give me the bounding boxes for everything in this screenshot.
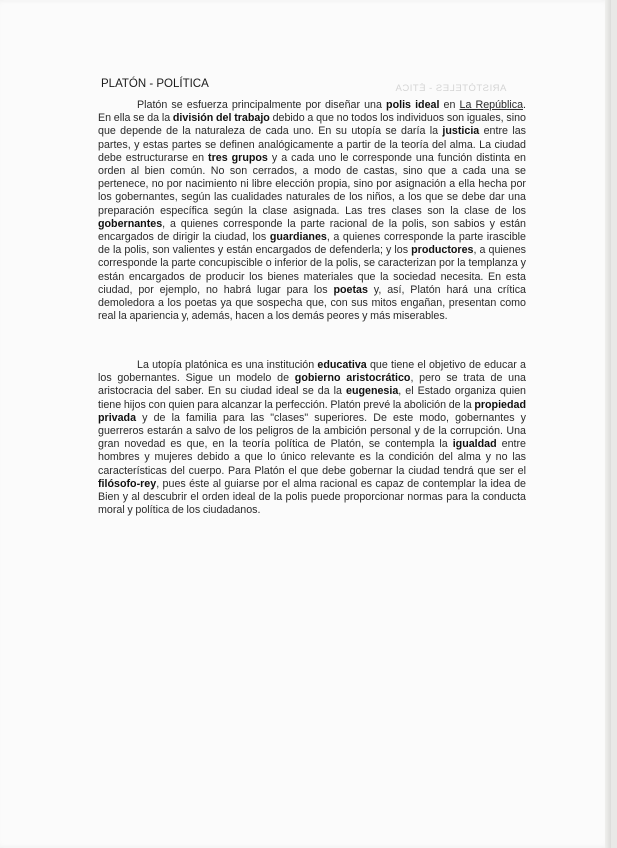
term-tres-grupos: tres grupos: [208, 151, 268, 164]
document-title: PLATÓN - POLÍTICA: [101, 78, 209, 90]
term-guardianes: guardianes: [269, 231, 327, 244]
term-productores: productores: [411, 244, 474, 257]
term-justicia: justicia: [442, 125, 480, 138]
paragraph-2: La utopía platónica es una institución educativa que tiene el objetivo de educar a los gobernantes. Sigue un modelo de gobierno aristocrático, pero se trata de una aristocracia del saber. En su ciudad ideal se da la eugenesia, el Estado organiza quien tiene hijos con quien para alcanzar la perfección. Platón prevé la abolición de la propiedad privada y de la familia para las "clases" superiores. De este modo, gobernantes y guerreros estarán a salvo de los peligros de la ambición personal y de la corrupción. Una gran novedad es que, en la teoría política de Platón, se contempla la igualdad entre hombres y mujeres debido a que lo único relevante es la condición del alma y no las características del cuerpo. Para Platón el que debe gobernar la ciudad tendrá que ser el filósofo-rey, pues éste al guiarse por el alma racional es capaz de contemplar la idea de Bien y al descubrir el orden ideal de la polis puede proporcionar normas para la conducta moral y política de los ciudadanos.: [98, 359, 527, 517]
term-eugenesia: eugenesia: [346, 385, 399, 398]
term-gobernantes: gobernantes: [98, 217, 163, 230]
paper-edge-shadow: [605, 0, 611, 848]
bleed-through-text: ARISTÓTELES - ÉTICA: [395, 83, 507, 94]
paragraph-1: Platón se esfuerza principalmente por diseñar una polis ideal en La República. En ella se da la división del trabajo debido a que no todos los individuos son iguales, sino que depende de la naturaleza de cada uno. En su utopía se daría la justicia entre las partes, y estas partes se definen analógicamente a partir de la teoría del alma. La ciudad debe estructurarse en tres grupos y a cada uno le corresponde una función distinta en orden al bien común. No son cerrados, a modo de castas, sino que a cada una se pertenece, no por nacimiento ni libre elección propia, sino por asignación a ella hecha por los gobernantes, según las cualidades naturales de los niños, a los que se debe dar una preparación específica según la clase asignada. Las tres clases son la clase de los gobernantes, a quienes corresponde la parte racional de la polis, son sabios y están encargados de dirigir la ciudad, los guardianes, a quienes corresponde la parte irascible de la polis, son valientes y están encargados de defenderla; y los productores, a quienes corresponde la parte concupiscible o inferior de la polis, se caracterizan por la templanza y están encargados de producir los bienes materiales que la sociedad necesita. En esta ciudad, por ejemplo, no habrá lugar para los poetas y, así, Platón hará una crítica demoledora a los poetas ya que sospecha que, con sus mitos engañan, presentan como real la apariencia y, además, hacen a los demás peores y más miserables.: [98, 99, 527, 323]
term-polis-ideal: polis ideal: [386, 99, 440, 111]
term-igualdad: igualdad: [452, 438, 497, 451]
term-poetas: poetas: [333, 283, 368, 296]
term-division-trabajo: división del trabajo: [172, 112, 270, 125]
term-filosofo-rey: filósofo-rey: [98, 477, 157, 490]
term-gobierno-aristocratico: gobierno aristocrático: [294, 372, 411, 385]
term-educativa: educativa: [317, 359, 367, 371]
book-title: La República: [459, 99, 524, 111]
term-propiedad-privada: propiedad privada: [98, 398, 526, 424]
